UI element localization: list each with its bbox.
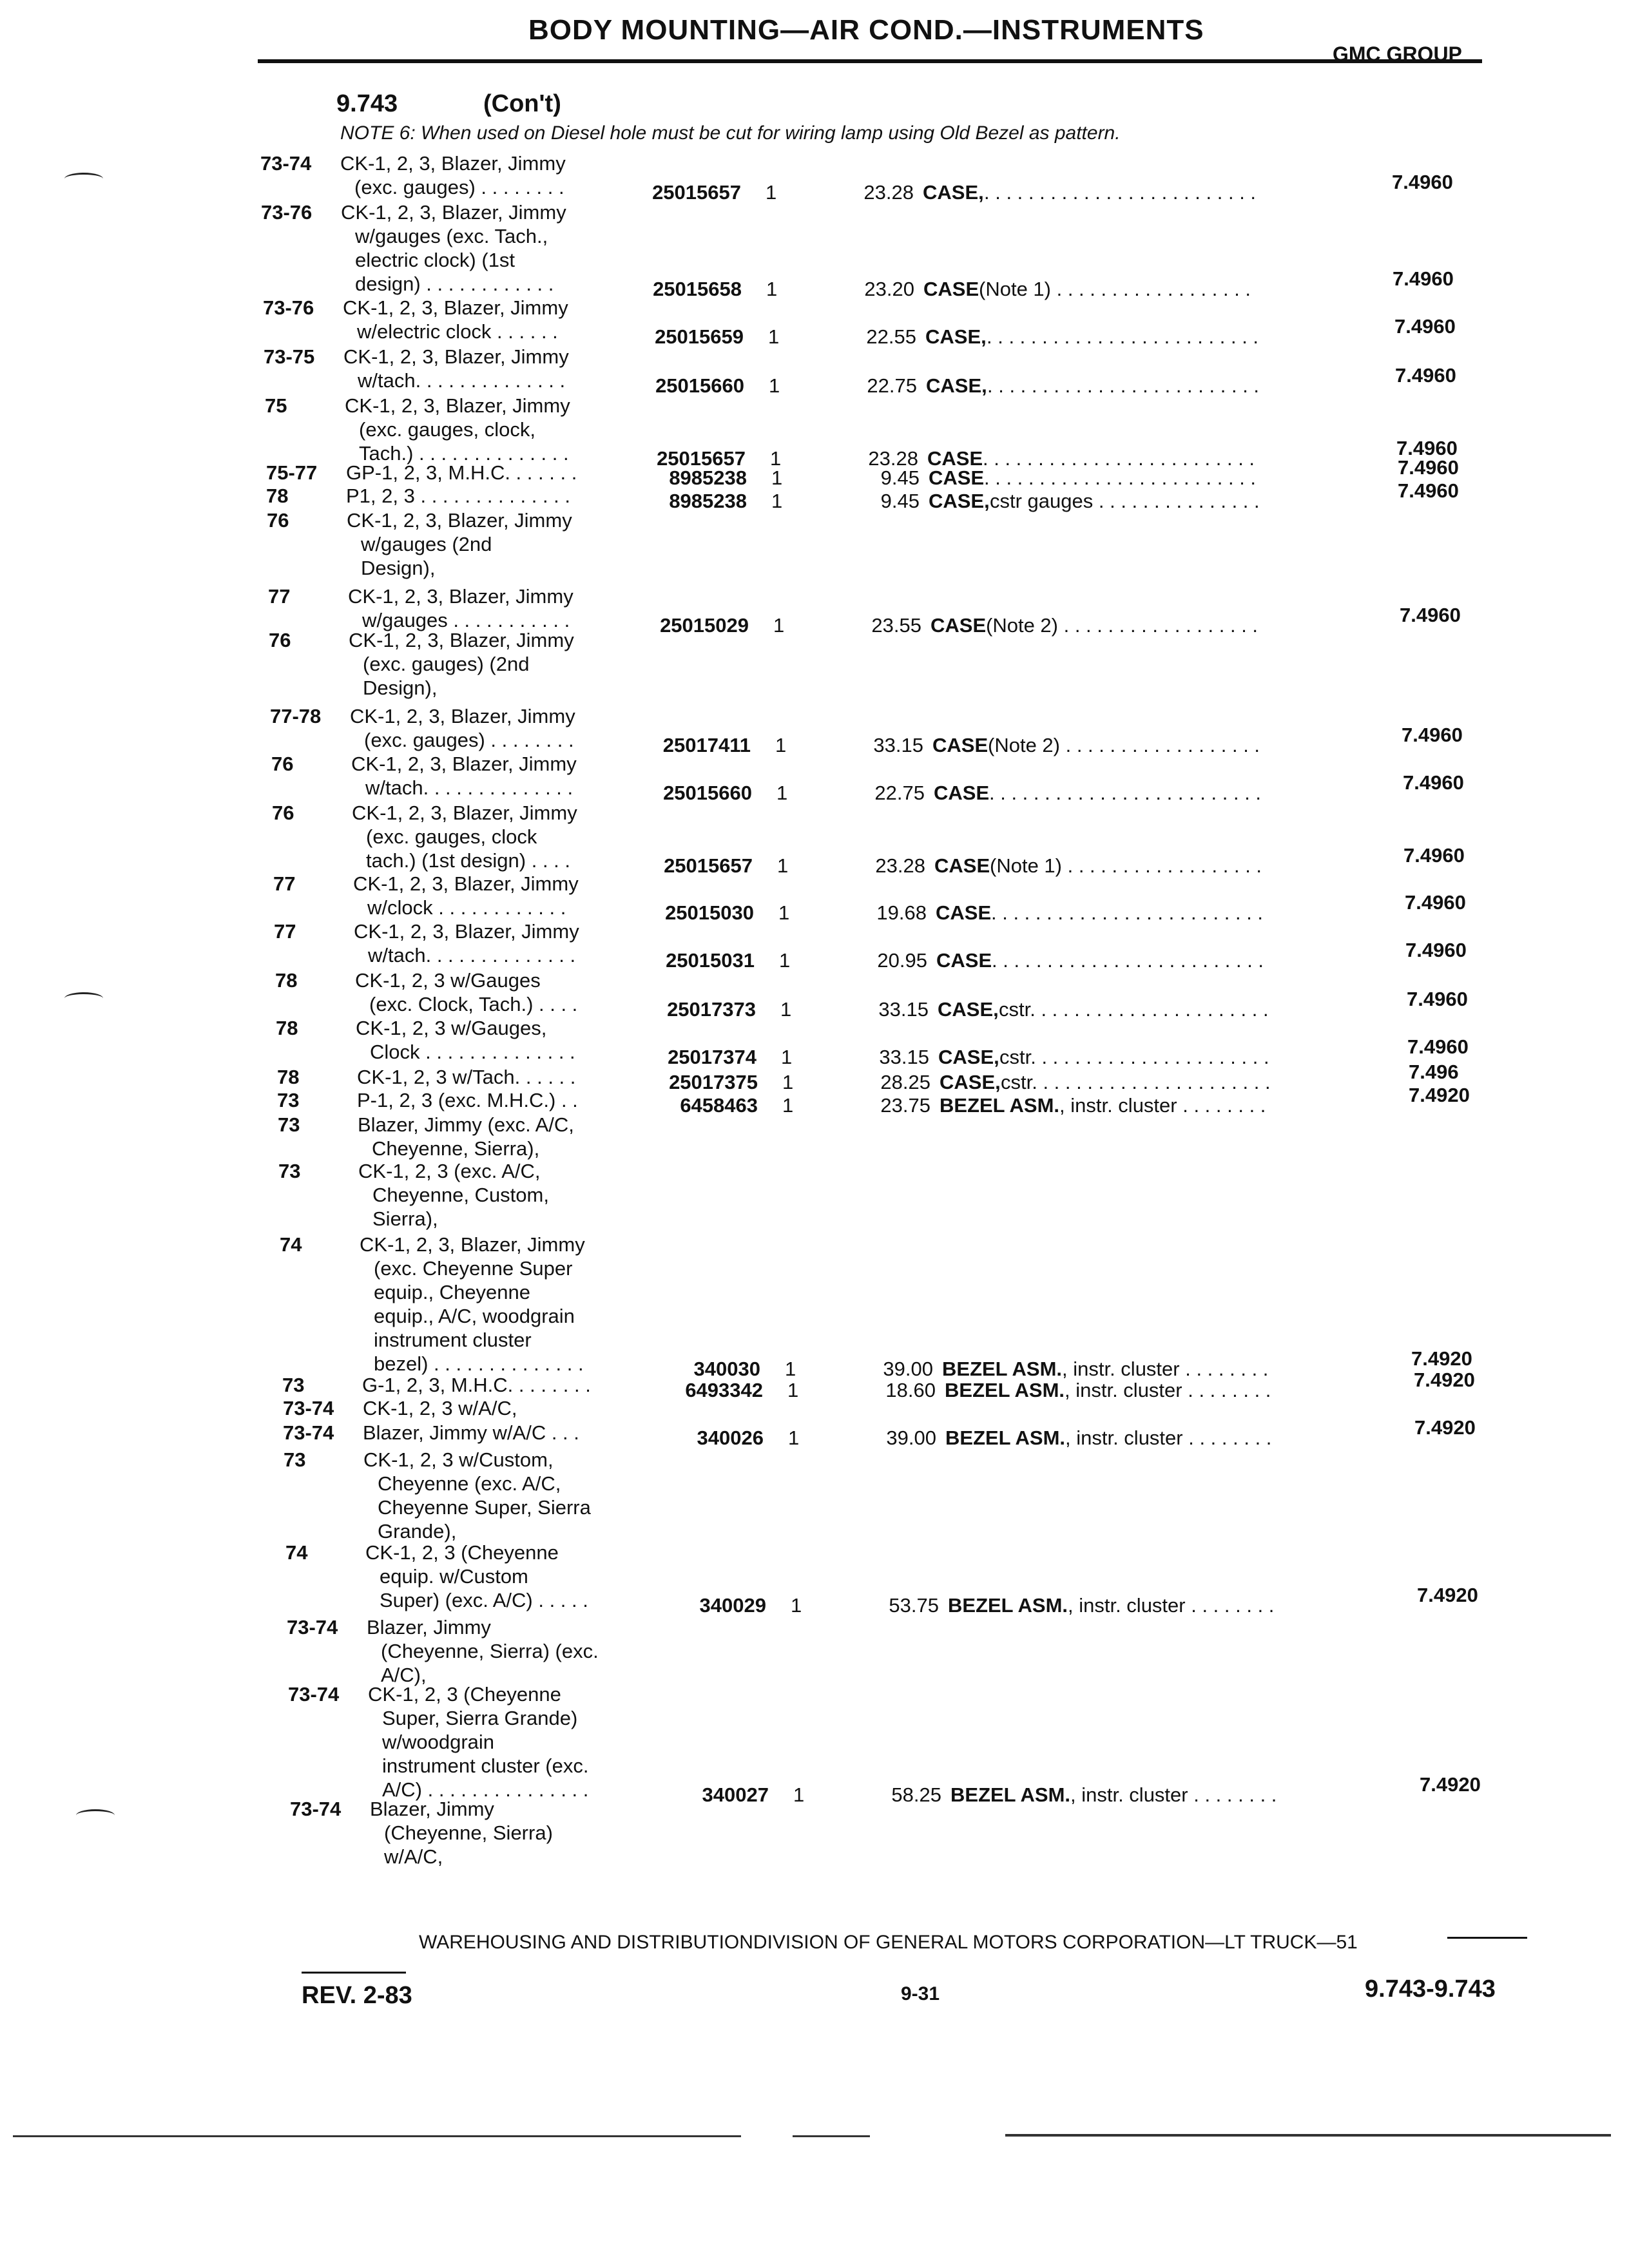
part-name-detail: cstr gauges . . . . . . . . . . . . . . . <box>990 490 1260 512</box>
model-year: 73-76 <box>261 201 313 224</box>
part-number: 8985238 <box>669 490 747 512</box>
application-line: tach.) (1st design) . . . . <box>366 849 571 872</box>
application-line: CK-1, 2, 3, Blazer, Jimmy <box>349 629 574 651</box>
price: 22.55 <box>866 325 916 348</box>
application-line: equip., A/C, woodgrain <box>374 1305 575 1327</box>
application-line: (exc. gauges) (2nd <box>363 653 530 675</box>
part-name-detail: . . . . . . . . . . . . . . . . . . . . . . . . . <box>984 466 1257 489</box>
quantity: 1 <box>770 447 782 470</box>
application-line: (exc. gauges, clock <box>366 825 537 848</box>
price: 53.75 <box>889 1594 939 1617</box>
part-name-detail: . . . . . . . . . . . . . . . . . . . . . . . . . <box>991 901 1264 924</box>
part-name-detail: (Note 2) . . . . . . . . . . . . . . . . . . <box>988 734 1260 756</box>
part-name-detail: . . . . . . . . . . . . . . . . . . . . . . . . . <box>992 949 1264 972</box>
quantity: 1 <box>777 854 789 877</box>
price: 9.45 <box>880 466 920 489</box>
catalog-group-number: 7.4920 <box>1409 1084 1470 1106</box>
application-line: Design), <box>363 677 438 699</box>
quantity: 1 <box>791 1594 802 1617</box>
part-name-detail: (Note 2) . . . . . . . . . . . . . . . . . . <box>986 614 1258 637</box>
catalog-group-number: 7.4960 <box>1393 267 1454 290</box>
catalog-group-number: 7.4920 <box>1417 1584 1478 1606</box>
application-line: CK-1, 2, 3, Blazer, Jimmy <box>343 296 568 319</box>
model-year: 75-77 <box>266 461 318 484</box>
model-year: 73-74 <box>287 1616 338 1639</box>
quantity: 1 <box>782 1071 794 1093</box>
part-name: BEZEL ASM. <box>945 1427 1066 1449</box>
part-name-detail: , instr. cluster . . . . . . . . <box>1065 1427 1272 1449</box>
model-year: 76 <box>271 753 294 775</box>
model-year: 73 <box>284 1448 306 1471</box>
application-line: CK-1, 2, 3 w/Gauges, <box>356 1017 547 1039</box>
application-line: w/A/C, <box>384 1845 443 1868</box>
application-line: CK-1, 2, 3, Blazer, Jimmy <box>353 872 579 895</box>
application-line: CK-1, 2, 3 (exc. A/C, <box>358 1160 541 1182</box>
application-line: Cheyenne, Sierra), <box>372 1137 540 1160</box>
model-year: 73-74 <box>290 1798 342 1820</box>
application-line: CK-1, 2, 3 w/Gauges <box>355 969 541 992</box>
model-year: 73-76 <box>263 296 314 319</box>
price: 23.28 <box>875 854 925 877</box>
application-line: w/gauges (2nd <box>361 533 492 555</box>
price: 23.20 <box>864 278 914 300</box>
quantity: 1 <box>781 1046 793 1068</box>
section-label: (Con't) <box>483 90 561 117</box>
header-rule <box>258 59 1482 63</box>
application-line: w/clock . . . . . . . . . . . . <box>367 896 566 919</box>
part-number: 25015031 <box>666 949 755 972</box>
price: 23.28 <box>863 181 914 204</box>
model-year: 73-75 <box>264 345 315 368</box>
application-line: (Cheyenne, Sierra) <box>384 1821 553 1844</box>
application-line: Cheyenne, Custom, <box>372 1184 549 1206</box>
application-line: CK-1, 2, 3, Blazer, Jimmy <box>341 201 566 224</box>
application-line: w/gauges (exc. Tach., <box>355 225 548 247</box>
application-line: CK-1, 2, 3, Blazer, Jimmy <box>354 920 579 943</box>
application-line: Design), <box>361 557 436 579</box>
model-year: 75 <box>265 394 287 417</box>
application-line: P1, 2, 3 . . . . . . . . . . . . . . <box>346 485 571 507</box>
price: 22.75 <box>867 374 917 397</box>
price: 23.28 <box>868 447 918 470</box>
model-year: 73 <box>282 1374 305 1396</box>
binder-hole-mark <box>64 992 103 1004</box>
application-line: (exc. gauges) . . . . . . . . <box>354 176 564 198</box>
model-year: 76 <box>267 509 289 532</box>
part-number: 25017375 <box>669 1071 758 1093</box>
part-name-detail: cstr. . . . . . . . . . . . . . . . . . . . . . <box>1001 1071 1271 1093</box>
catalog-group-number: 7.4960 <box>1398 479 1459 502</box>
catalog-group-number: 7.4960 <box>1400 604 1461 626</box>
quantity: 1 <box>771 466 783 489</box>
application-line: w/electric clock . . . . . . <box>357 320 558 343</box>
model-year: 73-74 <box>283 1421 334 1444</box>
model-year: 74 <box>280 1233 302 1256</box>
quantity: 1 <box>776 782 788 804</box>
application-line: G-1, 2, 3, M.H.C. . . . . . . . <box>362 1374 591 1396</box>
bottom-scan-rule-mid <box>793 2135 870 2137</box>
binder-hole-mark <box>76 1809 115 1821</box>
part-name-detail: . . . . . . . . . . . . . . . . . . . . . . . . . <box>989 782 1262 804</box>
application-line: A/C), <box>381 1664 427 1686</box>
model-year: 77 <box>273 872 296 895</box>
part-name-detail: cstr. . . . . . . . . . . . . . . . . . . . . . <box>999 1046 1269 1068</box>
part-number: 25015029 <box>660 614 749 637</box>
part-number: 340030 <box>693 1358 760 1380</box>
part-number: 25015030 <box>665 901 754 924</box>
section-note: NOTE 6: When used on Diesel hole must be cut for wiring lamp using Old Bezel as pattern. <box>340 122 1121 144</box>
part-name-detail: . . . . . . . . . . . . . . . . . . . . . . . . . <box>984 181 1257 204</box>
part-name-detail: , instr. cluster . . . . . . . . <box>1070 1783 1277 1806</box>
application-line: CK-1, 2, 3, Blazer, Jimmy <box>360 1233 585 1256</box>
model-year: 73-74 <box>288 1683 340 1706</box>
catalog-group-number: 7.4960 <box>1398 456 1459 479</box>
part-name: CASE <box>934 854 990 877</box>
group-label: GMC GROUP <box>1333 43 1462 66</box>
quantity: 1 <box>785 1358 796 1380</box>
application-line: w/tach. . . . . . . . . . . . . . <box>358 369 566 392</box>
footer-page-number: 9-31 <box>901 1983 940 2004</box>
catalog-group-number: 7.4960 <box>1407 988 1468 1010</box>
model-year: 73-74 <box>283 1397 334 1419</box>
footer-revision: REV. 2-83 <box>302 1982 412 2009</box>
application-line: (Cheyenne, Sierra) (exc. <box>381 1640 599 1662</box>
model-year: 76 <box>272 802 294 824</box>
application-line: Clock . . . . . . . . . . . . . . <box>370 1041 575 1063</box>
part-name-detail: . . . . . . . . . . . . . . . . . . . . . . . . . <box>987 374 1260 397</box>
model-year: 77-78 <box>270 705 322 727</box>
bottom-scan-rule-right <box>1005 2134 1611 2137</box>
application-line: GP-1, 2, 3, M.H.C. . . . . . . <box>346 461 577 484</box>
application-line: Grande), <box>378 1520 457 1542</box>
application-line: CK-1, 2, 3, Blazer, Jimmy <box>352 802 577 824</box>
part-name: CASE, <box>925 325 987 348</box>
catalog-group-number: 7.4960 <box>1394 315 1456 338</box>
application-line: (exc. gauges, clock, <box>359 418 535 441</box>
binder-hole-mark <box>64 173 103 185</box>
part-name-detail: . . . . . . . . . . . . . . . . . . . . . . . . . <box>983 447 1255 470</box>
quantity: 1 <box>788 1427 800 1449</box>
price: 19.68 <box>876 901 927 924</box>
model-year: 78 <box>277 1066 300 1088</box>
catalog-group-number: 7.496 <box>1409 1061 1459 1083</box>
model-year: 78 <box>276 1017 298 1039</box>
part-number: 340029 <box>699 1594 766 1617</box>
footer-rule-left <box>302 1972 406 1974</box>
footer-rule-right <box>1447 1937 1527 1939</box>
part-name: CASE <box>923 278 979 300</box>
quantity: 1 <box>775 734 787 756</box>
price: 28.25 <box>880 1071 930 1093</box>
application-line: P-1, 2, 3 (exc. M.H.C.) . . <box>357 1089 578 1111</box>
application-line: equip., Cheyenne <box>374 1281 531 1303</box>
quantity: 1 <box>773 614 785 637</box>
application-line: Blazer, Jimmy w/A/C . . . <box>363 1421 579 1444</box>
application-line: w/tach. . . . . . . . . . . . . . <box>368 944 576 966</box>
application-line: (exc. Clock, Tach.) . . . . <box>369 993 578 1015</box>
part-name-detail: , instr. cluster . . . . . . . . <box>1059 1094 1266 1117</box>
application-line: Super) (exc. A/C) . . . . . <box>380 1589 588 1611</box>
part-name-detail: , instr. cluster . . . . . . . . <box>1068 1594 1275 1617</box>
price: 58.25 <box>891 1783 941 1806</box>
application-line: bezel) . . . . . . . . . . . . . . <box>374 1352 584 1375</box>
application-line: Blazer, Jimmy <box>367 1616 491 1639</box>
model-year: 77 <box>274 920 296 943</box>
application-line: electric clock) (1st <box>355 249 516 271</box>
part-name: BEZEL ASM. <box>950 1783 1071 1806</box>
catalog-group-number: 7.4960 <box>1395 364 1456 387</box>
quantity: 1 <box>768 325 780 348</box>
quantity: 1 <box>793 1783 805 1806</box>
application-line: instrument cluster <box>374 1329 532 1351</box>
application-line: design) . . . . . . . . . . . . <box>355 273 554 295</box>
application-line: equip. w/Custom <box>380 1565 528 1588</box>
part-name: CASE, <box>938 998 999 1021</box>
footer-publisher: WAREHOUSING AND DISTRIBUTIONDIVISION OF GENERAL MOTORS CORPORATION—LT TRUCK—51 <box>419 1932 1358 1953</box>
application-line: Blazer, Jimmy <box>370 1798 494 1820</box>
model-year: 73 <box>278 1113 300 1136</box>
catalog-group-number: 7.4960 <box>1407 1035 1469 1058</box>
model-year: 74 <box>285 1541 308 1564</box>
section-number: 9.743 <box>336 90 398 117</box>
application-line: CK-1, 2, 3, Blazer, Jimmy <box>348 585 574 608</box>
part-name-detail: , instr. cluster . . . . . . . . <box>1065 1379 1271 1401</box>
application-line: CK-1, 2, 3, Blazer, Jimmy <box>340 152 566 175</box>
part-number: 340026 <box>697 1427 764 1449</box>
model-year: 76 <box>269 629 291 651</box>
part-name: CASE <box>936 949 992 972</box>
catalog-group-number: 7.4960 <box>1405 939 1467 961</box>
application-line: CK-1, 2, 3 w/Tach. . . . . . <box>357 1066 576 1088</box>
part-name: BEZEL ASM. <box>940 1094 1060 1117</box>
part-number: 6458463 <box>680 1094 758 1117</box>
application-line: CK-1, 2, 3, Blazer, Jimmy <box>343 345 569 368</box>
part-number: 25017373 <box>667 998 756 1021</box>
catalog-group-number: 7.4960 <box>1405 891 1466 914</box>
application-line: w/gauges . . . . . . . . . . . <box>362 609 570 631</box>
quantity: 1 <box>780 998 792 1021</box>
part-name: CASE, <box>929 490 990 512</box>
part-number: 25015660 <box>655 374 744 397</box>
application-line: CK-1, 2, 3, Blazer, Jimmy <box>351 753 577 775</box>
quantity: 1 <box>766 181 777 204</box>
bottom-scan-rule <box>13 2135 741 2137</box>
part-name: CASE <box>934 782 990 804</box>
quantity: 1 <box>769 374 780 397</box>
quantity: 1 <box>771 490 783 512</box>
part-name: BEZEL ASM. <box>942 1358 1063 1380</box>
model-year: 73 <box>278 1160 301 1182</box>
part-number: 25015659 <box>655 325 744 348</box>
quantity: 1 <box>779 949 791 972</box>
price: 20.95 <box>877 949 927 972</box>
footer-section-range: 9.743-9.743 <box>1365 1975 1496 2003</box>
part-name-detail: , instr. cluster . . . . . . . . <box>1062 1358 1269 1380</box>
price: 22.75 <box>874 782 925 804</box>
catalog-group-number: 7.4960 <box>1392 171 1453 193</box>
price: 39.00 <box>886 1427 936 1449</box>
catalog-group-number: 7.4920 <box>1414 1416 1476 1439</box>
part-number: 25015657 <box>664 854 753 877</box>
price: 33.15 <box>879 1046 929 1068</box>
application-line: CK-1, 2, 3 w/Custom, <box>363 1448 554 1471</box>
application-line: CK-1, 2, 3, Blazer, Jimmy <box>345 394 570 417</box>
model-year: 77 <box>268 585 291 608</box>
part-name-detail: . . . . . . . . . . . . . . . . . . . . . . . . . <box>987 325 1259 348</box>
part-name: CASE, <box>938 1046 999 1068</box>
price: 23.75 <box>880 1094 930 1117</box>
part-name: CASE, <box>940 1071 1001 1093</box>
application-line: CK-1, 2, 3, Blazer, Jimmy <box>347 509 572 532</box>
part-number: 25015657 <box>657 447 746 470</box>
quantity: 1 <box>782 1094 794 1117</box>
price: 9.45 <box>880 490 920 512</box>
quantity: 1 <box>766 278 778 300</box>
part-name: CASE, <box>923 181 984 204</box>
application-line: CK-1, 2, 3 w/A/C, <box>363 1397 517 1419</box>
part-name: BEZEL ASM. <box>945 1379 1065 1401</box>
price: 33.15 <box>878 998 929 1021</box>
quantity: 1 <box>787 1379 799 1401</box>
model-year: 73-74 <box>260 152 312 175</box>
price: 33.15 <box>873 734 923 756</box>
catalog-group-number: 7.4960 <box>1402 724 1463 746</box>
application-line: CK-1, 2, 3 (Cheyenne <box>368 1683 561 1706</box>
model-year: 78 <box>275 969 298 992</box>
catalog-group-number: 7.4960 <box>1396 437 1458 459</box>
page-title: BODY MOUNTING—AIR COND.—INSTRUMENTS <box>528 14 1204 46</box>
part-number: 25017411 <box>662 734 751 756</box>
application-line: instrument cluster (exc. <box>382 1754 589 1777</box>
quantity: 1 <box>778 901 790 924</box>
application-line: Sierra), <box>372 1207 438 1230</box>
part-name-detail: (Note 1) . . . . . . . . . . . . . . . . . . <box>979 278 1251 300</box>
part-name: BEZEL ASM. <box>948 1594 1068 1617</box>
application-line: CK-1, 2, 3, Blazer, Jimmy <box>350 705 575 727</box>
part-number: 25015660 <box>663 782 752 804</box>
part-number: 25015657 <box>652 181 741 204</box>
part-name: CASE <box>932 734 988 756</box>
application-line: Cheyenne (exc. A/C, <box>378 1472 561 1495</box>
catalog-group-number: 7.4960 <box>1403 771 1464 794</box>
part-name: CASE, <box>926 374 987 397</box>
part-name: CASE <box>927 447 983 470</box>
part-name-detail: cstr. . . . . . . . . . . . . . . . . . . . . . <box>999 998 1269 1021</box>
price: 18.60 <box>885 1379 936 1401</box>
part-number: 8985238 <box>669 466 747 489</box>
catalog-group-number: 7.4920 <box>1414 1369 1475 1391</box>
application-line: (exc. gauges) . . . . . . . . <box>364 729 574 751</box>
catalog-group-number: 7.4960 <box>1403 844 1465 867</box>
application-line: A/C) . . . . . . . . . . . . . . . <box>382 1778 589 1801</box>
price: 23.55 <box>871 614 921 637</box>
price: 39.00 <box>883 1358 933 1380</box>
model-year: 78 <box>266 485 289 507</box>
part-name: CASE <box>936 901 992 924</box>
part-name: CASE <box>929 466 985 489</box>
catalog-group-number: 7.4920 <box>1420 1773 1481 1796</box>
part-name: CASE <box>930 614 987 637</box>
part-number: 25015658 <box>653 278 742 300</box>
application-line: Cheyenne Super, Sierra <box>378 1496 591 1519</box>
part-number: 340027 <box>702 1783 769 1806</box>
catalog-group-number: 7.4920 <box>1411 1347 1472 1370</box>
model-year: 73 <box>277 1089 300 1111</box>
application-line: w/tach. . . . . . . . . . . . . . <box>365 776 574 799</box>
application-line: Blazer, Jimmy (exc. A/C, <box>358 1113 574 1136</box>
application-line: CK-1, 2, 3 (Cheyenne <box>365 1541 559 1564</box>
application-line: Super, Sierra Grande) <box>382 1707 578 1729</box>
part-number: 6493342 <box>685 1379 763 1401</box>
application-line: Tach.) . . . . . . . . . . . . . . <box>359 442 569 465</box>
application-line: (exc. Cheyenne Super <box>374 1257 573 1280</box>
part-name-detail: (Note 1) . . . . . . . . . . . . . . . . . . <box>990 854 1262 877</box>
application-line: w/woodgrain <box>382 1731 495 1753</box>
part-number: 25017374 <box>668 1046 757 1068</box>
